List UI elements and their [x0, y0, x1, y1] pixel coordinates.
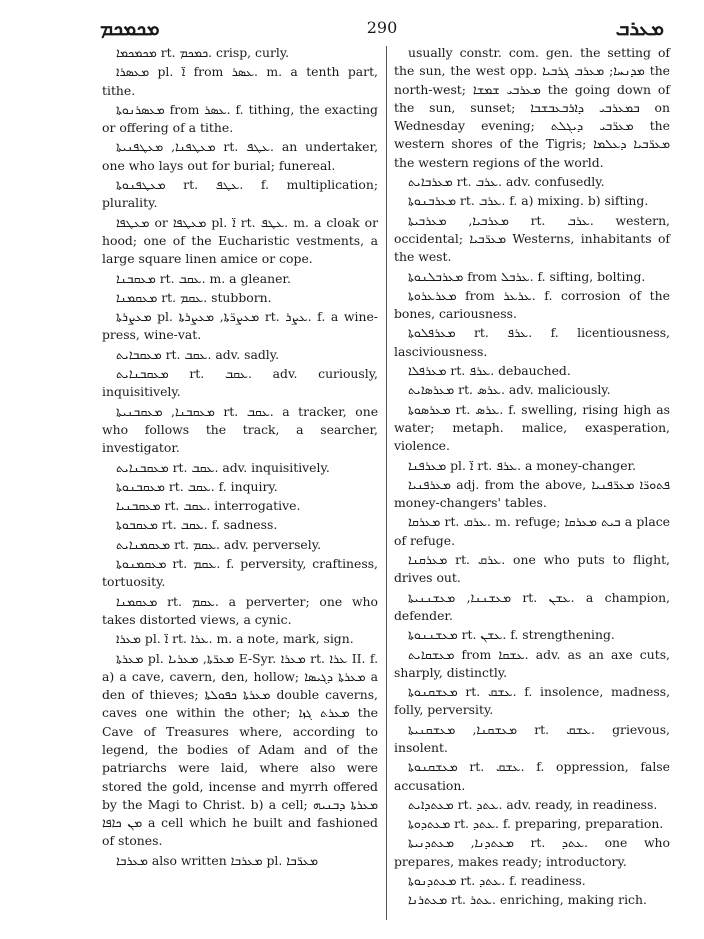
dictionary-entry: ܡܥܪܒܝܐ, ܡܥܪܒܝܬܐ rt. ܥܪܒ. western, occidental; ܡܥܪ̈ܒܝܐ Westerns, inhabitants of the west.	[394, 212, 670, 265]
dictionary-entry: ܡܥܪܥܪܘܬܐ from ܥܪܥܪ. f. corrosion of the bones, cariousness.	[394, 287, 670, 322]
dictionary-entry: ܡܥܪܦܠܘܬܐ rt. ܥܪܦ. f. licentiousness, lasciviousness.	[394, 325, 670, 359]
dictionary-entry: ܡܥܫܩܢܐ, ܡܥܫܩܢܝܬܐ rt. ܥܫܩ. grievous, insolent.	[394, 721, 670, 755]
dictionary-entry: ܡܥܩܡܢܐ rt. ܥܩܡ. stubborn.	[116, 289, 272, 305]
dictionary-entry: ܡܥܪܒܠܢܘܬܐ from ܥܪܒܠ. f. sifting, bolting.	[408, 268, 646, 284]
dictionary-entry: ܡܥܪܒܐܝܬ rt. ܥܪܒ. adv. confusedly.	[408, 174, 605, 190]
dictionary-entry: usually constr. com. gen. the setting of the sun, the west opp. ܡܕܢܚܐ; ܡܥܪܒ ܓܪܒܝܐ the north-west; ܡܥܪܒܝ ܫܡܫܐ the going down of the sun, sunset; ܒܡܥܪܒܝ ܕܐܪܒܥܒܫܒܐ on Wednesday evening; ܡܥܪ̈ܒܝ ܕܝܓܠܬ the western shores of the Tigris; ܡܥܪ̈ܒܝܐ ܕܥܠܡܐ the western regions of the world.	[394, 45, 671, 170]
dictionary-entry: ܡܥܛܦܢܘܬܐ rt. ܥܛܦ. f. multiplication; plurality.	[102, 177, 378, 211]
dictionary-entry: ܡܥܪܦܢܐ pl. ܐ̈ rt. ܥܪܦ. a money-changer.	[408, 457, 637, 473]
dictionary-entry: ܡܟܡܟܡܐ rt. ܟܡܟܡ. crisp, curly.	[116, 45, 290, 60]
dictionary-entry: ܡܥܩܒܐܝܬ rt. ܥܩܒ. adv. sadly.	[116, 346, 280, 362]
dictionary-entry: ܡܥܛܦܢܐ, ܡܥܛܦܢܝܬܐ rt. ܥܛܦ. an undertaker, one who lays out for burial; funereal.	[102, 139, 379, 173]
right-column	[394, 44, 670, 911]
dictionary-entry: ܡܥܣܪܐ pl. ܐ̈ from ܥܣܪ. m. a tenth part, tithe.	[102, 64, 378, 98]
dictionary-entry: ܡܥܪܣܘܬܐ rt. ܥܪܣ. f. swelling, rising high as water; metaph. malice, exasperation, violence.	[394, 401, 670, 454]
dictionary-entry: ܡܥܩܒܢܐܝܬ rt. ܥܩܒ. adv. inquisitively.	[116, 459, 330, 475]
dictionary-entry: ܡܥܬܕܢܘܬܐ rt. ܥܬܕ. f. readiness.	[408, 873, 586, 889]
right-running-headword: ܡܥܪܒ	[615, 16, 664, 40]
dictionary-entry: ܡܥܪܐ pl. ܐ̈ rt. ܥܪܐ. m. a note, mark, sign.	[116, 631, 354, 647]
dictionary-entry: ܡܥܪܒܢܘܬܐ rt. ܥܪܒ. f. a) mixing. b) sifting.	[408, 193, 649, 209]
dictionary-entry: ܡܥܩܒܢܘܬܐ rt. ܥܩܒ. f. inquiry.	[116, 478, 278, 494]
dictionary-entry: ܡܥܬܪܢܐ rt. ܥܬܪ. enriching, making rich.	[408, 892, 647, 908]
dictionary-entry: ܡܥܫܢܢܐ, ܡܥܫܢܢܝܬܐ rt. ܥܫܢ. a champion, defender.	[394, 589, 670, 623]
dictionary-entry: ܡܥܫܢܢܘܬܐ rt. ܥܫܢ. f. strengthening.	[408, 627, 615, 643]
dictionary-entry: ܡܥܫܩܢܘܬܐ rt. ܥܫܩ. f. oppression, false accusation.	[394, 759, 670, 793]
page-number: 290	[366, 18, 398, 37]
page-header	[100, 14, 664, 42]
dictionary-entry: ܡܥܬܕܢܐ, ܡܥܬܕܢܝܬܐ rt. ܥܬܕ. one who prepares, makes ready; introductory.	[394, 835, 670, 869]
dictionary-entry: ܡܥܩܡܢܘܬܐ rt. ܥܩܡ. f. perversity, craftiness, tortuosity.	[102, 556, 378, 590]
dictionary-entry: ܡܥܩܒܘܬܐ rt. ܥܩܒ. f. sadness.	[116, 517, 278, 533]
dictionary-entry: ܡܥܩܒܢܐܝܬ rt. ܥܩܒ. adv. curiously, inquisitively.	[102, 366, 378, 400]
dictionary-entry: ܡܥܪܦܠܐ rt. ܥܪܦ. debauched.	[408, 363, 571, 379]
dictionary-entry: ܡܥܩܒܢܝܐ rt. ܥܩܒ. interrogative.	[116, 498, 301, 514]
dictionary-entry: ܡܥܪܒܐ also written ܡܥܪܒܐ pl. ܡܥܪ̈ܒܐ	[116, 852, 319, 868]
dictionary-entry: ܡܥܩܒܢܐ, ܡܥܩܒܢܝܬܐ rt. ܥܩܒ. a tracker, one who follows the track, a searcher, investigator.	[102, 403, 379, 456]
dictionary-entry: ܡܥܪܩܐ rt. ܥܪܩ. m. refuge; ܒܝܬ ܡܥܪܩܐ a place of refuge.	[394, 514, 670, 548]
dictionary-entry: ܡܥܫܩܢܘܬܐ rt. ܥܫܩ. f. insolence, madness, folly, perversity.	[394, 684, 671, 718]
dictionary-entry: ܡܥܪܩܢܐ rt. ܥܪܩ. one who puts to flight, drives out.	[394, 552, 670, 586]
dictionary-entry: ܡܥܩܡܢܐ rt. ܥܩܡ. a perverter; one who takes distorted views, a cynic.	[102, 593, 378, 627]
dictionary-entry: ܡܥܪܣܐܝܬ rt. ܥܪܣ. adv. maliciously.	[408, 382, 611, 398]
left-column	[102, 44, 378, 871]
dictionary-entry: ܡܥܬܕܘܬܐ rt. ܥܬܕ. f. preparing, preparation.	[408, 816, 664, 832]
dictionary-entry: ܡܥܩܡܢܐܝܬ rt. ܥܩܡ. adv. perversely.	[116, 536, 322, 552]
dictionary-entry: ܡܥܪܬܐ pl. ܡܥܪ̈ܬܐ, ܡܥܪܝܐ E-Syr. ܡܥܪܐ rt. ܥܪܐ II. f. a) a cave, cavern, den, hollow; ܡܥܪܬܐ ܕܓܝܣܐ a den of thieves; ܡܥܪܬܐ ܟܦܘܠܬܐ double caverns, caves one within the other; ܡܥܪܬ ܓܙܐ the Cave of Treasures where, according to legend, the bodies of Adam and of the patriarchs were laid, where also were stored the gold, incense and myrrh offered by the Magi to Christ. b) a cell; ܡܥܪܬܐ ܕܒܢܝܗ ܡܢ ܟܐܦܐ a cell which he built and fashioned of stones.	[102, 650, 379, 849]
dictionary-entry: ܡܥܣܪܢܘܬܐ from ܥܣܪ. f. tithing, the exacting or offering of a tithe.	[102, 101, 378, 136]
dictionary-entry: ܡܥܪܦܢܝܐ adj. from the above, ܦܬܘܪ̈ܐ ܡܥܪ̈ܦܢܝܐ money-changers' tables.	[394, 476, 670, 511]
dictionary-entry: ܡܥܛܦܐ or ܡܥܛܦܐ pl. ܐ̈ rt. ܥܛܦ. m. a cloak or hood; one of the Eucharistic vestments, a large square linen amice or cope.	[102, 214, 379, 267]
dictionary-entry: ܡܥܩܒܢܐ rt. ܥܩܒ. m. a gleaner.	[116, 270, 291, 286]
dictionary-entry: ܡܥܫܩܐܝܬ from ܥܫܩܐ. adv. as an axe cuts, sharply, distinctly.	[394, 646, 670, 680]
column-divider	[386, 46, 387, 920]
dictionary-entry: ܡܥܬܕܐܝܬ rt. ܥܬܕ. adv. ready, in readiness.	[408, 796, 658, 812]
left-running-headword: ܡܟܡܟܡ	[100, 16, 160, 40]
dictionary-entry: ܡܥܨܪܬܐ pl. ܡܥܨܪ̈ܬܐ, ܡܥܨܪܬܐ rt. ܥܨܪ. f. a wine-press, wine-vat.	[102, 309, 378, 343]
